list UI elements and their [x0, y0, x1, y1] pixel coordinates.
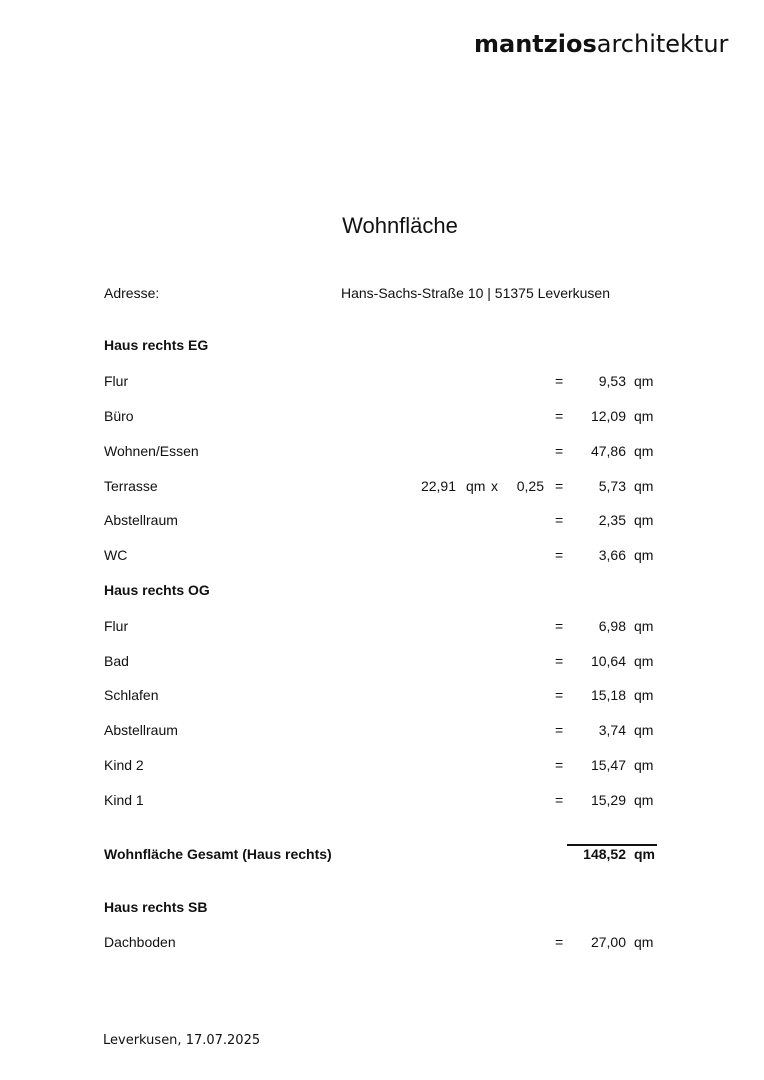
- row-value: 15,18: [590, 687, 626, 703]
- company-logo: [474, 30, 728, 58]
- calc-unit: qm: [466, 478, 486, 494]
- row-value: 27,00: [590, 934, 626, 950]
- equals-sign: =: [555, 653, 564, 669]
- row-value: 2,35: [598, 512, 626, 528]
- row-unit: qm: [634, 373, 654, 389]
- address-value: Hans-Sachs-Straße 10 | 51375 Leverkusen: [341, 285, 611, 301]
- total-unit: qm: [634, 846, 655, 862]
- section-heading-og: Haus rechts OG: [104, 582, 210, 598]
- total-value: 148,52: [583, 846, 626, 862]
- row-label: Kind 1: [104, 792, 144, 808]
- row-label: Abstellraum: [104, 722, 178, 738]
- equals-sign: =: [555, 373, 564, 389]
- section-heading-eg: Haus rechts EG: [104, 337, 209, 353]
- row-label: Büro: [104, 408, 134, 424]
- row-value: 47,86: [590, 443, 626, 459]
- equals-sign: =: [555, 618, 564, 634]
- footer-place-date: Leverkusen, 17.07.2025: [103, 1033, 261, 1048]
- equals-sign: =: [555, 547, 564, 563]
- row-unit: qm: [634, 512, 654, 528]
- section-heading-sb: Haus rechts SB: [104, 899, 208, 915]
- logo-bold-text: mantzios: [474, 30, 597, 58]
- row-unit: qm: [634, 722, 654, 738]
- row-unit: qm: [634, 547, 654, 563]
- row-label: Flur: [104, 373, 129, 389]
- row-unit: qm: [634, 792, 654, 808]
- total-label: Wohnfläche Gesamt (Haus rechts): [104, 846, 332, 862]
- calc-factor: 0,25: [516, 478, 544, 494]
- row-value: 15,47: [590, 757, 626, 773]
- row-label: Wohnen/Essen: [104, 443, 199, 459]
- row-unit: qm: [634, 408, 654, 424]
- row-value: 3,74: [598, 722, 626, 738]
- row-value: 9,53: [598, 373, 626, 389]
- row-unit: qm: [634, 757, 654, 773]
- row-unit: qm: [634, 618, 654, 634]
- calc-operator: x: [491, 478, 498, 494]
- equals-sign: =: [555, 934, 564, 950]
- page-title: Wohnfläche: [342, 213, 458, 238]
- row-value: 3,66: [598, 547, 626, 563]
- row-label: WC: [104, 547, 128, 563]
- row-value: 12,09: [590, 408, 626, 424]
- equals-sign: =: [555, 512, 564, 528]
- row-label: Abstellraum: [104, 512, 178, 528]
- row-label: Schlafen: [104, 687, 159, 703]
- equals-sign: =: [555, 757, 564, 773]
- equals-sign: =: [555, 408, 564, 424]
- row-value: 6,98: [598, 618, 626, 634]
- row-unit: qm: [634, 653, 654, 669]
- row-value: 5,73: [598, 478, 626, 494]
- row-value: 15,29: [590, 792, 626, 808]
- row-unit: qm: [634, 934, 654, 950]
- equals-sign: =: [555, 478, 564, 494]
- logo-light-text: architektur: [596, 30, 729, 58]
- equals-sign: =: [555, 687, 564, 703]
- row-label: Kind 2: [104, 757, 144, 773]
- row-label: Terrasse: [104, 478, 158, 494]
- row-label: Bad: [104, 653, 129, 669]
- row-label: Flur: [104, 618, 129, 634]
- equals-sign: =: [555, 792, 564, 808]
- equals-sign: =: [555, 443, 564, 459]
- row-unit: qm: [634, 478, 654, 494]
- row-unit: qm: [634, 687, 654, 703]
- row-value: 10,64: [590, 653, 626, 669]
- equals-sign: =: [555, 722, 564, 738]
- address-label: Adresse:: [104, 285, 160, 301]
- row-unit: qm: [634, 443, 654, 459]
- calc-area: 22,91: [420, 478, 456, 494]
- row-label: Dachboden: [104, 934, 176, 950]
